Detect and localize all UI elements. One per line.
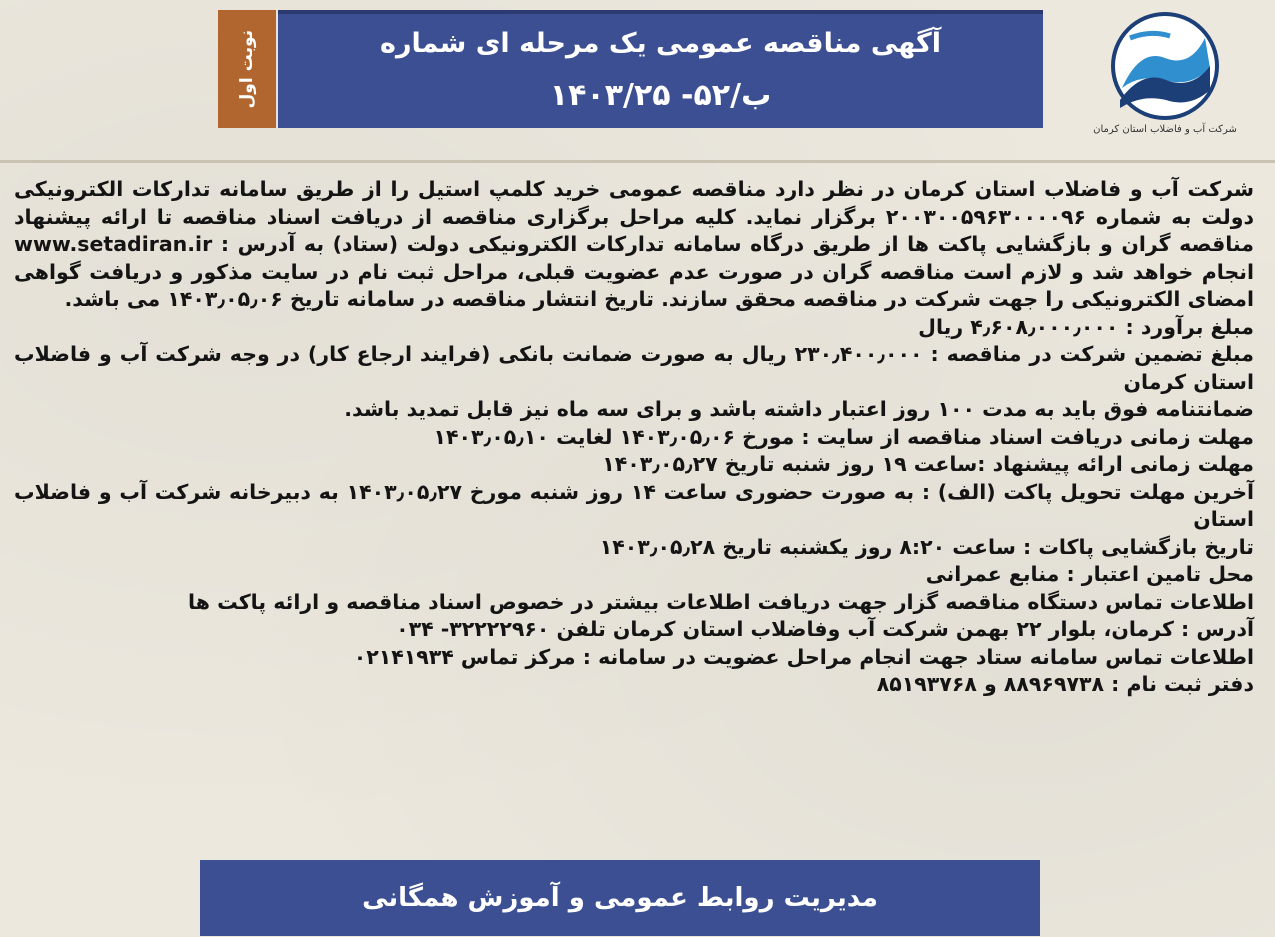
tender-number: ب/۵۲- ۱۴۰۳/۲۵ [549, 78, 772, 113]
logo-caption: شرکت آب و فاضلاب استان کرمان [1093, 124, 1237, 135]
registration-line: دفتر ثبت نام : ۸۸۹۶۹۷۳۸ و ۸۵۱۹۳۷۶۸ [876, 672, 1254, 696]
setad-contact-line: اطلاعات تماس سامانه ستاد جهت انجام مراحل عضویت در سامانه : مرکز تماس ۰۲۱۴۱۹۳۴ [353, 644, 1254, 669]
docs-deadline-line: مهلت زمانی دریافت اسناد مناقصه از سایت : مورخ ۱۴۰۳٫۰۵٫۰۶ لغایت ۱۴۰۳٫۰۵٫۱۰ [433, 424, 1254, 449]
intro-paragraph: شرکت آب و فاضلاب استان کرمان در نظر دارد مناقصه عمومی خرید کلمپ استیل را از طریق سامانه تدارکات الکترونیکی دولت به شماره ۲۰۰۳۰۰۵۹۶۳۰۰۰۰۹۶ برگزار نماید. کلیه مراحل برگزاری مناقصه از دریافت اسناد مناقصه تا ارائه پیشنهاد مناقصه گران و بازگشایی پاکت ها از طریق درگاه سامانه تدارکات الکترونیکی دولت (ستاد) به آدرس : www.setadiran.ir انجام خواهد شد و لازم است مناقصه گران در صورت عدم عضویت قبلی، مراحل ثبت نام در سایت مذکور و دریافت گواهی امضای الکترونیکی را جهت شرکت در مناقصه محقق سازند. تاریخ انتشار مناقصه در سامانه تاریخ ۱۴۰۳٫۰۵٫۰۶ می باشد. [14, 177, 1254, 311]
header-separator [0, 160, 1275, 163]
insertion-tag [218, 10, 276, 128]
contact-info-line: اطلاعات تماس دستگاه مناقصه گزار جهت دریافت اطلاعات بیشتر در خصوص اسناد مناقصه و ارائه پاکت ها [188, 589, 1254, 614]
announcement-body [14, 176, 1254, 699]
insertion-tag-text: نوبت اول [237, 29, 257, 109]
footer-band [200, 860, 1040, 936]
funding-line: محل تامین اعتبار : منابع عمرانی [925, 562, 1254, 586]
address-line: آدرس : کرمان، بلوار ۲۲ بهمن شرکت آب وفاضلاب استان کرمان تلفن ۳۲۲۲۲۹۶۰- ۰۳۴ [396, 617, 1254, 641]
announcement-header [278, 10, 1043, 128]
opening-date-line: تاریخ بازگشایی پاکات : ساعت ۸:۲۰ روز یکشنبه تاریخ ۱۴۰۳٫۰۵٫۲۸ [599, 534, 1254, 559]
envelope-deadline-line: آخرین مهلت تحویل پاکت (الف) : به صورت حضوری ساعت ۱۴ روز شنبه مورخ ۱۴۰۳٫۰۵٫۲۷ به دبیرخانه شرکت آب و فاضلاب استان [14, 479, 1254, 531]
announcement-title: آگهی مناقصه عمومی یک مرحله ای شماره [380, 28, 941, 59]
footer-text: مدیریت روابط عمومی و آموزش همگانی [362, 883, 878, 913]
estimate-line: مبلغ برآورد : ۴٫۶۰۸٫۰۰۰٫۰۰۰ ریال [918, 314, 1254, 339]
guarantee-validity-line: ضمانتنامه فوق باید به مدت ۱۰۰ روز اعتبار داشته باشد و برای سه ماه نیز قابل تمدید باشد. [344, 397, 1254, 421]
guarantee-line: مبلغ تضمین شرکت در مناقصه : ۲۳۰٫۴۰۰٫۰۰۰ ریال به صورت ضمانت بانکی (فرایند ارجاع کار) در وجه شرکت آب و فاضلاب استان کرمان [14, 342, 1254, 394]
offer-deadline-line: مهلت زمانی ارائه پیشنهاد :ساعت ۱۹ روز شنبه تاریخ ۱۴۰۳٫۰۵٫۲۷ [602, 452, 1254, 476]
